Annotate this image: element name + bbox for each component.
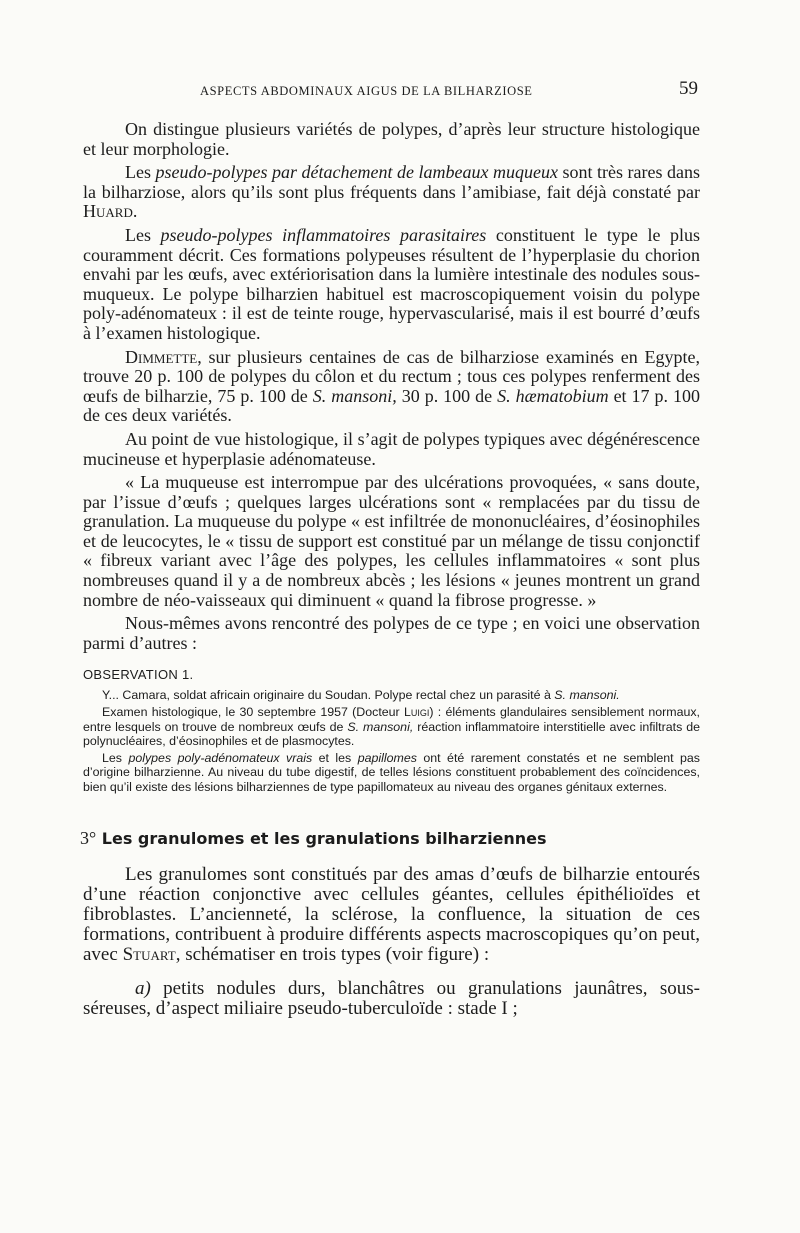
list-item: a) petits nodules durs, blanchâtres ou granulations jaunâtres, sous-séreuses, d’aspect miliaire pseudo-tuberculoïde : stade I ;: [83, 977, 700, 1019]
page-number: 59: [679, 78, 698, 99]
paragraph: Nous-mêmes avons rencontré des polypes de ce type ; en voici une observation parmi d’autres :: [83, 613, 700, 653]
author-name: Stuart: [122, 943, 176, 965]
paragraph: Les pseudo-polypes par détachement de lambeaux muqueux sont très rares dans la bilharziose, alors qu’ils sont plus fréquents dans l’amibiase, fait déjà constaté par Huard.: [83, 162, 700, 222]
page-header: [83, 78, 700, 108]
observation-paragraph: Examen histologique, le 30 septembre 1957 (Docteur Luigi) : éléments glandulaires sensiblement normaux, entre lesquels on trouve de nombreux œufs de S. mansoni, réaction inflammatoire interstitielle avec infiltrats de polynucléaires, d’éosinophiles et de plasmocytes.: [83, 705, 700, 749]
paragraph: On distingue plusieurs variétés de polypes, d’après leur structure histologique et leur morphologie.: [83, 119, 700, 159]
quote-text: « La muqueuse est interrompue par des ulcérations provoquées, « sans doute, par l’issue d’œufs ; quelques larges ulcérations sont « remplacées par du tissu de granulation. La muqueuse du polype « est infiltrée de mononucléaires, d’éosinophiles et de leucocytes, le « tissu de support est constitué par un mélange de tissu conjonctif « fibreux variant avec l’âge des polypes, les cellules inflammatoires « sont plus nombreuses quand il y a de nombreux abcès ; les lésions « jeunes montrent un grand nombre de néo-vaisseaux qui diminuent « quand la fibrose progresse. »: [83, 472, 700, 610]
section-number: 3°: [80, 827, 97, 848]
paragraph: Les granulomes sont constitués par des amas d’œufs de bilharzie entourés d’une réaction conjonctive avec cellules géantes, cellules épithélioïdes et fibroblastes. L’ancienneté, la sclérose, la confluence, la situation de ces formations, contribuent à produire différents aspects macroscopiques qu’on peut, avec Stuart, schématiser en trois types (voir figure) :: [83, 863, 700, 965]
section-heading: [80, 828, 700, 849]
item-label: a): [135, 977, 151, 999]
section-title: Les granulomes et les granulations bilharziennes: [101, 828, 547, 848]
page: [80, 78, 700, 1023]
author-name: Dimmette: [125, 346, 198, 367]
running-title: ASPECTS ABDOMINAUX AIGUS DE LA BILHARZIOSE: [200, 84, 533, 98]
emphasis: pseudo-polypes par détachement de lambeaux muqueux: [155, 162, 558, 183]
observation-paragraph: Y... Camara, soldat africain originaire du Soudan. Polype rectal chez un parasité à S. mansoni.: [102, 688, 620, 703]
emphasis: pseudo-polypes inflammatoires parasitaires: [160, 224, 487, 245]
paragraph: Les pseudo-polypes inflammatoires parasitaires constituent le type le plus couramment décrit. Ces formations polypeuses résultent de l’hyperplasie du chorion envahi par les œufs, avec extériorisation dans la lumière intestinale des nodules sous-muqueux. Le polype bilharzien habituel est macroscopiquement voisin du polype poly-adénomateux : il est de teinte rouge, hypervascularisé, mais il est bourré d’œufs à l’examen histologique.: [83, 224, 700, 343]
paragraph: Au point de vue histologique, il s’agit de polypes typiques avec dégénérescence mucineuse et hyperplasie adénomateuse.: [83, 428, 700, 469]
observation-title: OBSERVATION 1.: [83, 667, 194, 683]
body-text: [83, 120, 700, 653]
observation: [83, 667, 700, 794]
section-body: [83, 865, 700, 1019]
block-quote: [83, 473, 700, 610]
author-name: Huard: [83, 201, 133, 222]
observation-paragraph: Les polypes poly-adénomateux vrais et les papillomes ont été rarement constatés et ne semblent pas d’origine bilharzienne. Au niveau du tube digestif, de telles lésions constituent probablement des coïncidences, bien qu’il existe des lésions bilharziennes de type papillomateux au niveau des organes génitaux externes.: [83, 750, 700, 794]
paragraph: Dimmette, sur plusieurs centaines de cas de bilharziose examinés en Egypte, trouve 20 p. 100 de polypes du côlon et du rectum ; tous ces polypes renferment des œufs de bilharzie, 75 p. 100 de S. mansoni, 30 p. 100 de S. hæmatobium et 17 p. 100 de ces deux variétés.: [83, 346, 700, 426]
